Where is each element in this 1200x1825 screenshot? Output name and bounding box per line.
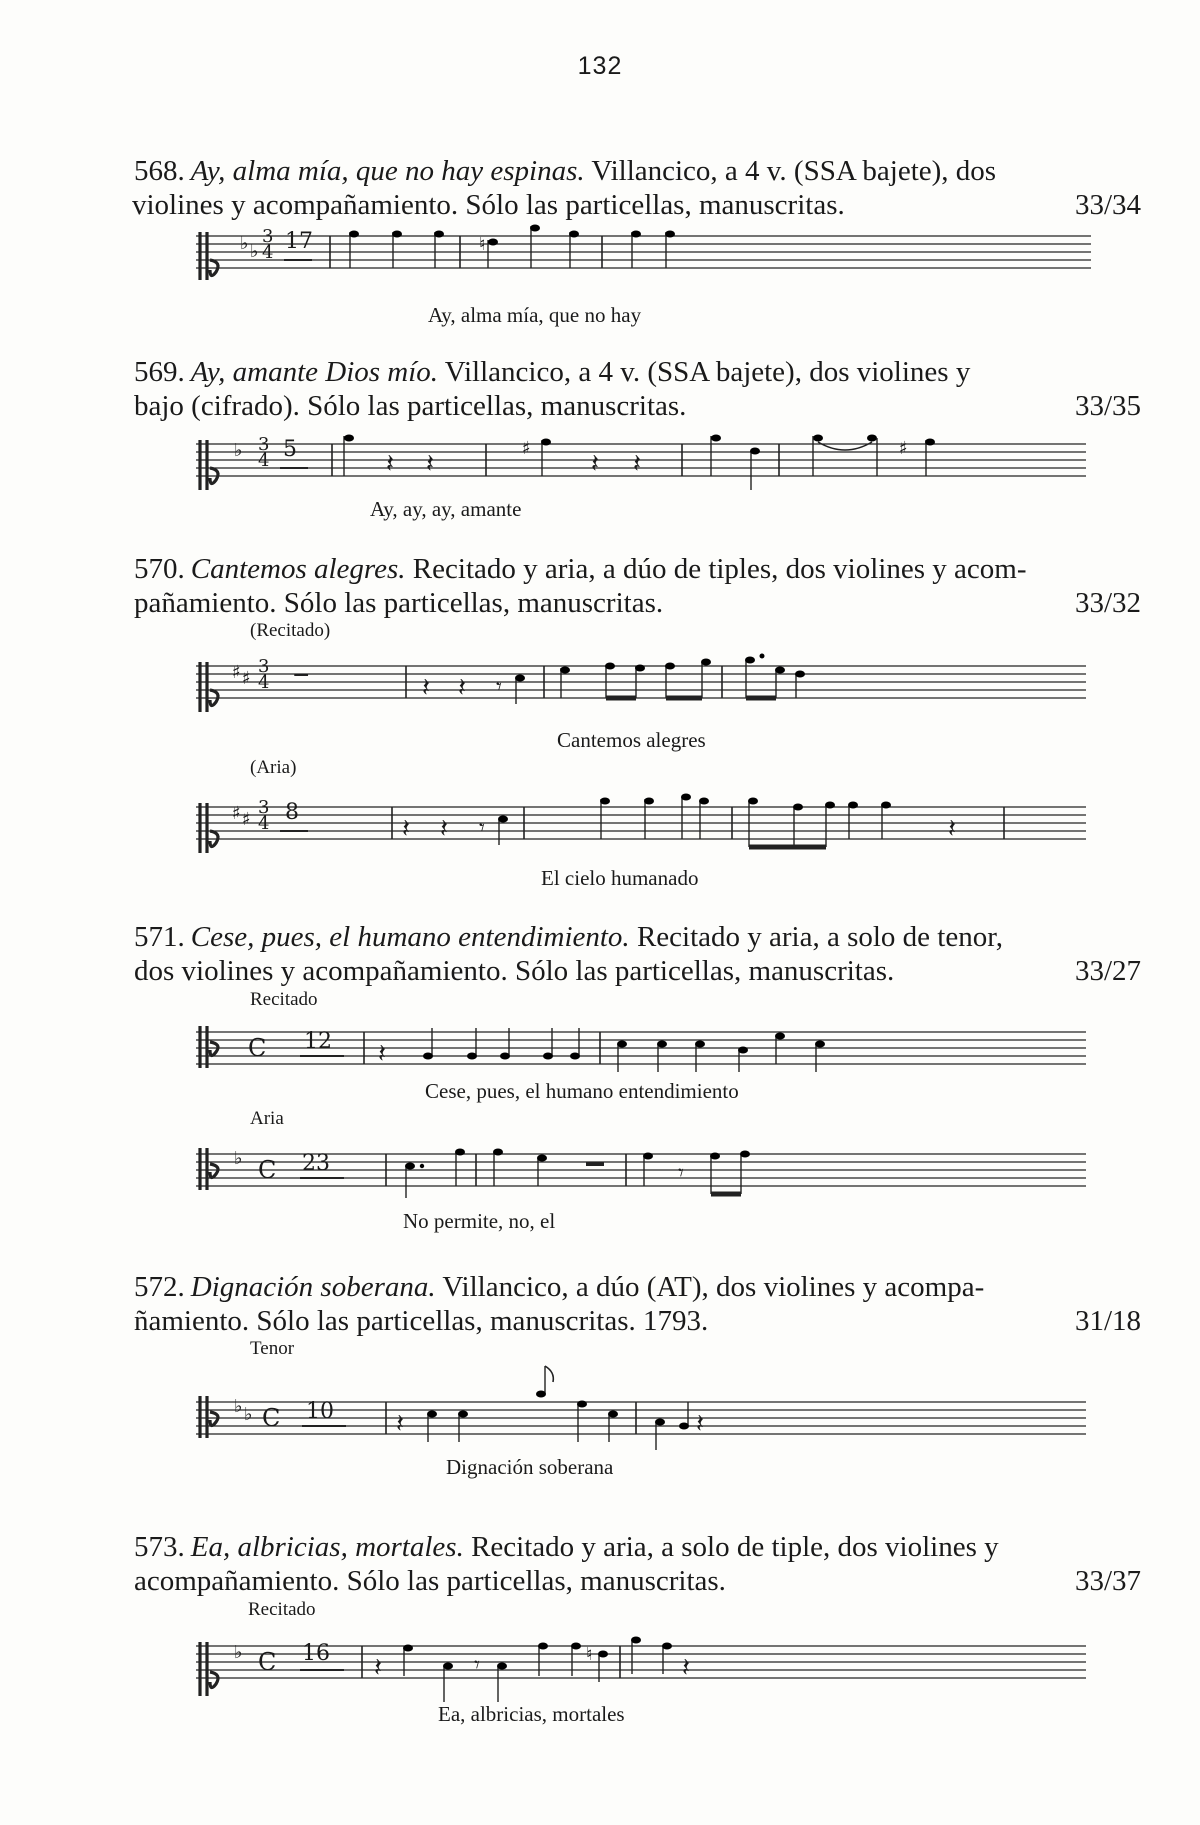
svg-text:𝄽: 𝄽 bbox=[440, 814, 448, 844]
note-group bbox=[631, 1637, 690, 1684]
svg-text:𝄾: 𝄾 bbox=[496, 675, 502, 700]
note-group bbox=[423, 1028, 580, 1060]
time-signature: C bbox=[258, 1648, 277, 1676]
incipit-text: Cantemos alegres bbox=[557, 728, 706, 752]
entry-number: 570. bbox=[134, 553, 185, 585]
svg-text:♮: ♮ bbox=[586, 1644, 593, 1665]
sharp-sign-icon: ♯ bbox=[232, 662, 241, 683]
svg-text:♯: ♯ bbox=[899, 438, 908, 459]
c-clef-icon bbox=[200, 662, 218, 712]
music-incipit-570-aria bbox=[196, 795, 1096, 861]
entry-description-cont: dos violines y acompañamiento. Sólo las particellas, manuscritas. bbox=[134, 955, 895, 987]
entry-title: Cese, pues, el humano entendimiento. bbox=[190, 921, 630, 953]
entry-description: Villancico, a 4 v. (SSA bajete), dos bbox=[591, 155, 997, 187]
c-clef-icon bbox=[200, 803, 218, 853]
measure-count: 10 bbox=[306, 1399, 334, 1424]
entry-description-cont: acompañamiento. Sólo las particellas, manuscritas. bbox=[134, 1565, 726, 1597]
entry-description-cont: pañamiento. Sólo las particellas, manuscritas. bbox=[134, 587, 664, 619]
entry-description-cont: bajo (cifrado). Sólo las particellas, manuscritas. bbox=[134, 390, 687, 422]
page-number: 132 bbox=[577, 52, 623, 80]
flat-sign-icon: ♭ bbox=[250, 241, 259, 262]
svg-text:𝄽: 𝄽 bbox=[633, 449, 641, 479]
section-label: (Aria) bbox=[250, 757, 297, 778]
note-group bbox=[925, 439, 935, 477]
c-clef-icon bbox=[200, 1642, 218, 1696]
catalog-entry-569 bbox=[134, 355, 1141, 423]
measure-count: 12 bbox=[304, 1029, 332, 1054]
note-group bbox=[745, 654, 805, 699]
svg-text:𝄽: 𝄽 bbox=[422, 673, 430, 703]
note-group bbox=[711, 435, 760, 491]
entry-description: Villancico, a dúo (AT), dos violines y acompa- bbox=[442, 1271, 985, 1303]
music-incipit-568 bbox=[196, 224, 1096, 284]
note-group bbox=[600, 794, 709, 840]
svg-text:𝄽: 𝄽 bbox=[378, 1039, 386, 1069]
entry-title: Cantemos alegres. bbox=[190, 553, 406, 585]
shelf-reference: 33/37 bbox=[1074, 1565, 1141, 1597]
entry-description: Recitado y aria, a solo de tenor, bbox=[636, 921, 1003, 953]
catalog-entry-568 bbox=[134, 154, 1141, 222]
entry-title: Dignación soberana. bbox=[190, 1271, 436, 1303]
svg-text:𝄾: 𝄾 bbox=[474, 1653, 480, 1678]
measure-count: 17 bbox=[285, 229, 313, 254]
note-group bbox=[515, 675, 525, 705]
section-label: Tenor bbox=[250, 1338, 295, 1359]
entry-title: Ay, amante Dios mío. bbox=[190, 356, 439, 388]
entry-title: Ay, alma mía, que no hay espinas. bbox=[190, 155, 585, 187]
time-signature: C bbox=[248, 1034, 267, 1062]
section-label: Recitado bbox=[248, 1599, 316, 1620]
note-group bbox=[427, 1366, 618, 1442]
flat-sign-icon: ♭ bbox=[234, 1148, 243, 1169]
c-clef-icon bbox=[200, 440, 218, 490]
music-incipit-570-recitado bbox=[196, 654, 1096, 720]
time-signature: 3 4 bbox=[258, 797, 270, 834]
note-group bbox=[405, 1149, 465, 1199]
flat-sign-icon: ♭ bbox=[240, 233, 249, 254]
sharp-sign-icon: ♯ bbox=[242, 668, 251, 689]
entry-description-cont: violines y acompañamiento. Sólo las particellas, manuscritas. bbox=[132, 189, 845, 221]
entry-description: Recitado y aria, a dúo de tiples, dos violines y acom- bbox=[412, 553, 1027, 585]
music-incipit-571-recitado bbox=[196, 1020, 1096, 1080]
svg-text:𝄽: 𝄽 bbox=[591, 449, 599, 479]
svg-text:♮: ♮ bbox=[479, 234, 486, 255]
time-signature: C bbox=[262, 1404, 281, 1432]
incipit-text: Ay, ay, ay, amante bbox=[370, 497, 522, 521]
svg-text:𝄽: 𝄽 bbox=[458, 673, 466, 703]
music-incipit-569 bbox=[196, 434, 1096, 494]
svg-text:𝄾: 𝄾 bbox=[479, 816, 485, 841]
entry-number: 572. bbox=[134, 1271, 185, 1303]
measure-count: − bbox=[292, 663, 311, 688]
time-signature: C bbox=[258, 1156, 277, 1184]
svg-text:𝄽: 𝄽 bbox=[386, 449, 394, 479]
measure-count: 5 bbox=[283, 437, 297, 462]
entry-number: 573. bbox=[134, 1531, 185, 1563]
svg-text:𝄽: 𝄽 bbox=[402, 814, 410, 844]
measure-count: 8 bbox=[285, 800, 299, 825]
entry-description: Villancico, a 4 v. (SSA bajete), dos violines y bbox=[444, 356, 971, 388]
catalog-entry-571 bbox=[134, 920, 1141, 988]
sharp-sign-icon: ♯ bbox=[242, 809, 251, 830]
section-label: Aria bbox=[250, 1108, 284, 1129]
shelf-reference: 33/32 bbox=[1074, 587, 1141, 619]
note-group bbox=[643, 1151, 750, 1195]
incipit-text: El cielo humanado bbox=[541, 866, 699, 890]
catalog-entry-572 bbox=[134, 1270, 1141, 1338]
c-clef-icon bbox=[200, 232, 218, 280]
entry-number: 571. bbox=[134, 921, 185, 953]
measure-count: 16 bbox=[302, 1641, 330, 1666]
svg-text:𝄽: 𝄽 bbox=[374, 1653, 382, 1683]
measure-count: 23 bbox=[302, 1151, 330, 1176]
section-label: Recitado bbox=[250, 989, 318, 1010]
svg-text:𝄽: 𝄽 bbox=[696, 1409, 704, 1439]
note-group bbox=[617, 1033, 825, 1073]
catalog-entry-570 bbox=[134, 552, 1141, 620]
music-incipit-572 bbox=[196, 1360, 1096, 1450]
time-signature: 3 4 bbox=[258, 656, 270, 693]
note-group bbox=[488, 225, 579, 269]
staff-lines bbox=[196, 444, 1086, 476]
note-group bbox=[560, 659, 711, 699]
incipit-text: No permite, no, el bbox=[403, 1209, 556, 1233]
note-group bbox=[808, 435, 877, 477]
flat-sign-icon: ♭ bbox=[244, 1404, 253, 1425]
incipit-text: Ea, albricias, mortales bbox=[438, 1702, 625, 1726]
svg-text:𝄽: 𝄽 bbox=[948, 814, 956, 844]
entry-title: Ea, albricias, mortales. bbox=[190, 1531, 464, 1563]
note-group bbox=[344, 435, 434, 480]
time-signature: 3 4 bbox=[262, 226, 274, 263]
incipit-text: Cese, pues, el humano entendimiento bbox=[425, 1079, 739, 1103]
entry-description-cont: ñamiento. Sólo las particellas, manuscritas. 1793. bbox=[134, 1305, 709, 1337]
music-incipit-571-aria bbox=[196, 1142, 1096, 1208]
time-signature: 3 4 bbox=[258, 434, 270, 471]
catalog-entry-573 bbox=[134, 1530, 1141, 1598]
note-group bbox=[403, 1643, 608, 1703]
svg-text:𝄽: 𝄽 bbox=[396, 1409, 404, 1439]
note-group bbox=[498, 816, 508, 846]
svg-text:𝄽: 𝄽 bbox=[426, 449, 434, 479]
shelf-reference: 33/35 bbox=[1074, 390, 1141, 422]
incipit-text: Ay, alma mía, que no hay bbox=[428, 303, 642, 327]
incipit-text: Dignación soberana bbox=[446, 1455, 614, 1479]
music-incipit-573 bbox=[196, 1626, 1096, 1706]
svg-text:𝄾: 𝄾 bbox=[678, 1161, 684, 1186]
shelf-reference: 33/27 bbox=[1074, 955, 1141, 987]
flat-sign-icon: ♭ bbox=[234, 1642, 243, 1663]
entry-description: Recitado y aria, a solo de tiple, dos violines y bbox=[471, 1531, 999, 1563]
section-label: (Recitado) bbox=[250, 620, 331, 641]
entry-number: 569. bbox=[134, 356, 185, 388]
flat-sign-icon: ♭ bbox=[234, 1396, 243, 1417]
entry-number: 568. bbox=[134, 155, 185, 187]
flat-sign-icon: ♭ bbox=[234, 440, 243, 461]
svg-text:♯: ♯ bbox=[522, 438, 531, 459]
shelf-reference: 33/34 bbox=[1074, 189, 1141, 221]
sharp-sign-icon: ♯ bbox=[232, 803, 241, 824]
shelf-reference: 31/18 bbox=[1074, 1305, 1141, 1337]
svg-text:𝄽: 𝄽 bbox=[682, 1653, 690, 1683]
